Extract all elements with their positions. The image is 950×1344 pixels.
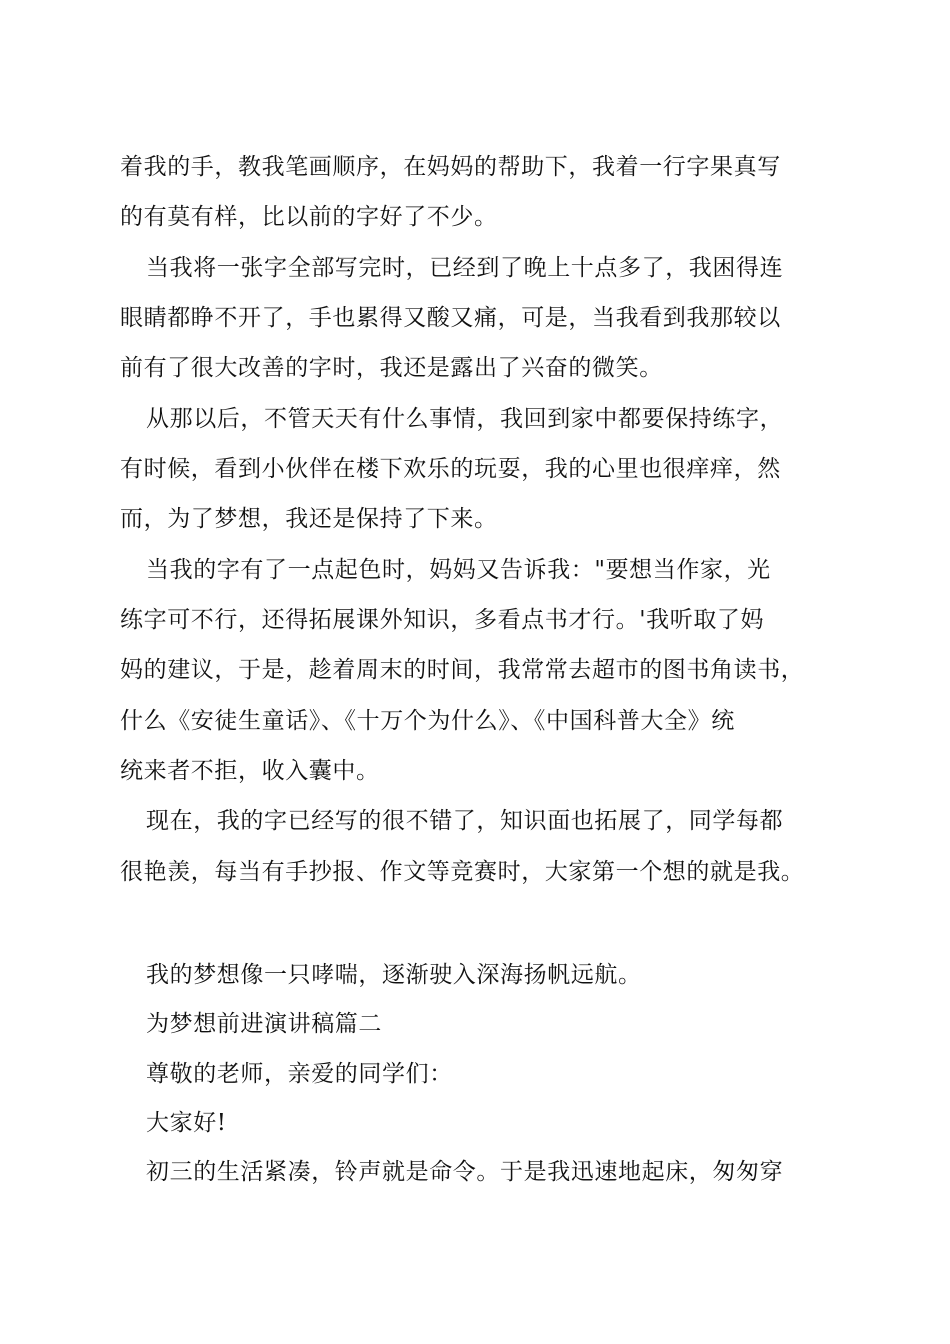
text-line: 初三的生活紧凑，铃声就是命令。于是我迅速地起床，匆匆穿: [146, 1159, 784, 1185]
text-line: 前有了很大改善的字时，我还是露出了兴奋的微笑。: [120, 355, 663, 381]
text-line: 大家好!: [146, 1110, 227, 1136]
text-line: 我的梦想像一只哮喘，逐渐驶入深海扬帆远航。: [146, 962, 642, 988]
text-line: 当我的字有了一点起色时，妈妈又告诉我："要想当作家，光: [146, 557, 771, 583]
text-line: 尊敬的老师，亲爱的同学们：: [146, 1061, 453, 1087]
text-line: 什么《安徒生童话》、《十万个为什么》、《中国科普大全》统: [120, 708, 735, 734]
text-line: 着我的手，教我笔画顺序，在妈妈的帮助下，我着一行字果真写: [120, 154, 781, 180]
text-line: 有时候，看到小伙伴在楼下欢乐的玩耍，我的心里也很痒痒，然: [120, 456, 781, 482]
text-line: 而，为了梦想，我还是保持了下来。: [120, 506, 498, 532]
text-line: 眼睛都睁不开了，手也累得又酸又痛，可是，当我看到我那较以: [120, 305, 781, 331]
text-line: 现在，我的字已经写的很不错了，知识面也拓展了，同学每都: [146, 808, 784, 834]
text-line: 的有莫有样，比以前的字好了不少。: [120, 204, 498, 230]
text-line: 从那以后，不管天天有什么事情，我回到家中都要保持练字，: [146, 406, 784, 432]
text-line: 很艳羡，每当有手抄报、作文等竞赛时，大家第一个想的就是我。: [120, 859, 805, 885]
text-line: 妈的建议，于是，趁着周末的时间，我常常去超市的图书角读书，: [120, 657, 805, 683]
text-line: 当我将一张字全部写完时，已经到了晚上十点多了，我困得连: [146, 255, 784, 281]
text-line: 练字可不行，还得拓展课外知识，多看点书才行。'我听取了妈: [120, 607, 765, 633]
section-heading: 为梦想前进演讲稿篇二: [146, 1011, 382, 1037]
text-line: 统来者不拒，收入囊中。: [120, 758, 380, 784]
